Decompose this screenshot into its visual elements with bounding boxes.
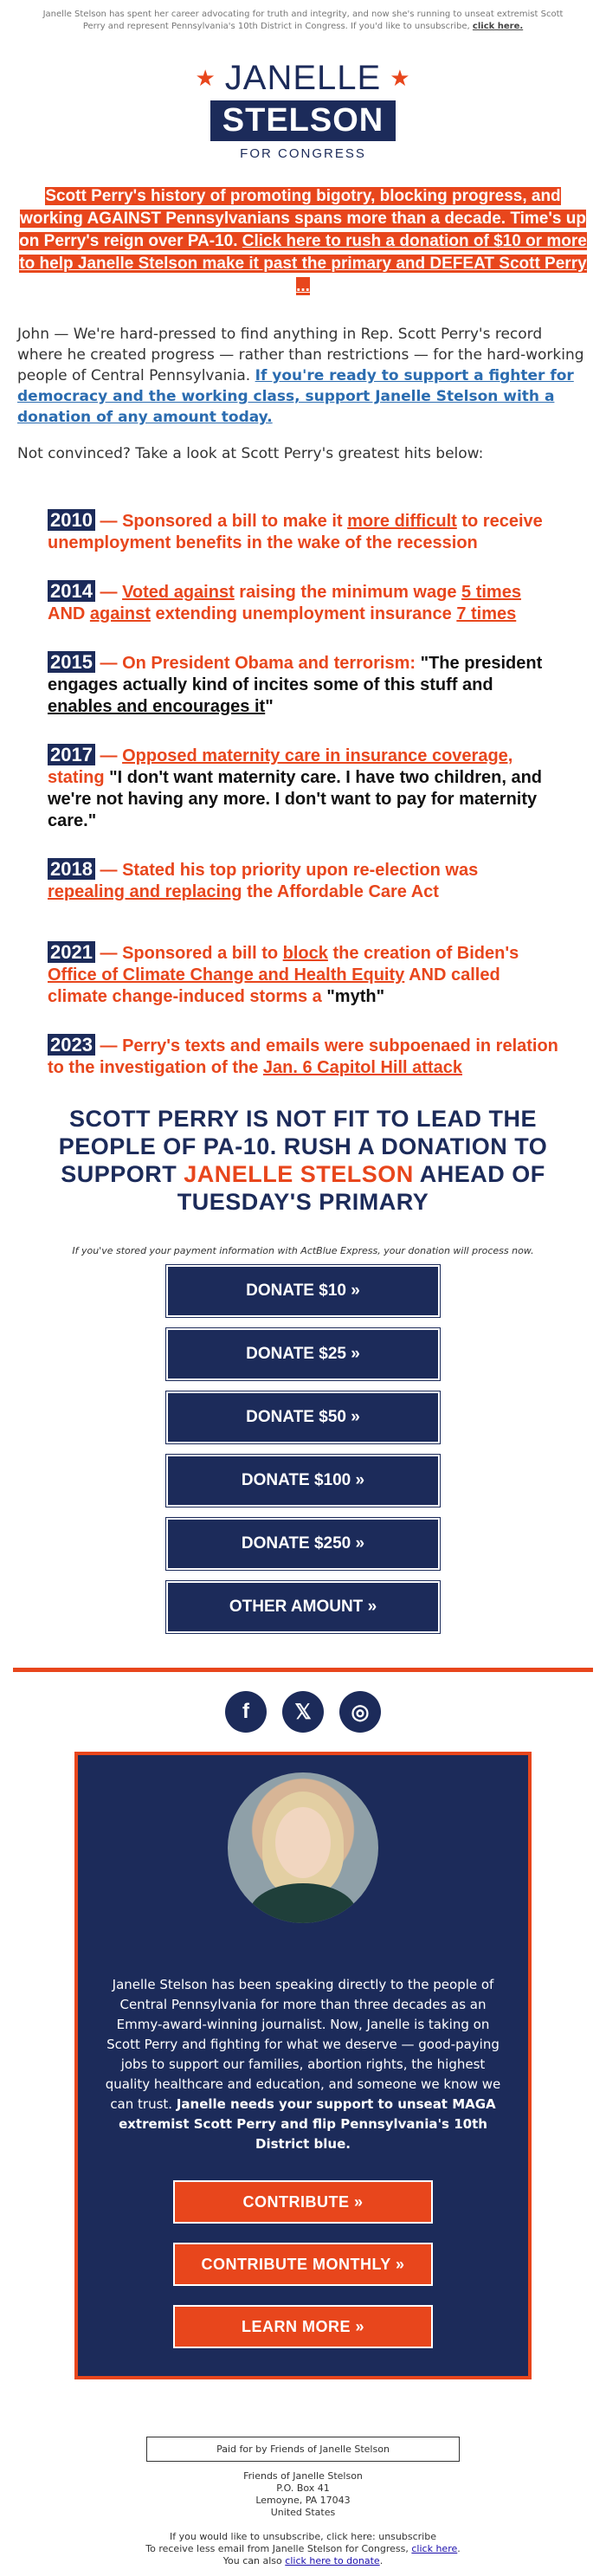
donation-headline: SCOTT PERRY IS NOT FIT TO LEAD THE PEOPLE OF PA-10. RUSH A DONATION TO SUPPORT JANELLE STELSON AHEAD OF TUESDAY'S PRIMARY <box>58 1106 548 1215</box>
donate-other-button[interactable]: OTHER AMOUNT » <box>166 1581 440 1633</box>
preheader-text: Janelle Stelson has spent her career advocating for truth and integrity, and now she's running to unseat extremist Scott Perry and represent Pennsylvania's 10th District in Congress. If you'd like to unsubscribe, <box>42 10 564 31</box>
learn-more-button[interactable]: LEARN MORE » <box>173 2305 433 2348</box>
year-badge: 2014 <box>48 580 95 602</box>
year-badge: 2010 <box>48 509 95 531</box>
hit-item-2014: 2014 — Voted against raising the minimum wage 5 times AND against extending unemployment insurance 7 times <box>48 580 521 623</box>
x-icon[interactable]: 𝕏 <box>282 1691 324 1733</box>
hit-item-2021: 2021 — Sponsored a bill to block the creation of Biden's Office of Climate Change and Health Equity AND called climate change-induced storms a "myth" <box>48 941 519 1006</box>
mailing-address: Friends of Janelle Stelson P.O. Box 41 Lemoyne, PA 17043 United States <box>243 2470 363 2518</box>
year-badge: 2023 <box>48 1034 95 1056</box>
section-divider <box>13 1668 593 1672</box>
unsubscribe-text[interactable]: If you would like to unsubscribe, click here: unsubscribe <box>170 2531 436 2542</box>
hit-link[interactable]: repealing and replacing <box>48 882 242 901</box>
year-badge: 2015 <box>48 651 95 673</box>
intro-highlight <box>17 185 589 298</box>
hit-link[interactable]: block <box>282 944 328 963</box>
hit-link[interactable]: 5 times <box>461 583 521 602</box>
donate-buttons <box>166 1265 440 1633</box>
year-badge: 2017 <box>48 744 95 765</box>
instagram-icon[interactable]: ◎ <box>339 1691 381 1733</box>
hit-link[interactable]: Jan. 6 Capitol Hill attack <box>262 1058 462 1077</box>
footer-donate-link[interactable]: click here to donate <box>285 2555 380 2566</box>
support-donation-link[interactable]: If you're ready to support a fighter for democracy and the working class, support Janelle Stelson with a donation of any amount today. <box>17 367 574 426</box>
hit-link[interactable]: Opposed maternity care in insurance coverage, <box>122 746 513 765</box>
letter-paragraph-1 <box>17 324 589 428</box>
hit-link[interactable]: more difficult <box>347 512 457 531</box>
hit-item-2023: 2023 — Perry's texts and emails were subpoenaed in relation to the investigation of the Jan. 6 Capitol Hill attack <box>48 1034 558 1077</box>
year-badge: 2021 <box>48 941 95 963</box>
bio-card <box>74 1752 532 2379</box>
donate-10-button[interactable]: DONATE $10 » <box>166 1265 440 1317</box>
paid-for-disclaimer: Paid for by Friends of Janelle Stelson <box>146 2437 460 2462</box>
hit-item-2017: 2017 — Opposed maternity care in insurance coverage, stating "I don't want maternity care. I have two children, and we're not having any more. I don't want to pay for maternity care." <box>48 744 543 830</box>
hit-item-2018: 2018 — Stated his top priority upon re-election was repealing and replacing the Affordable Care Act <box>48 858 479 901</box>
contribute-monthly-button[interactable]: CONTRIBUTE MONTHLY » <box>173 2243 433 2286</box>
footer-links: If you would like to unsubscribe, click here: unsubscribe To receive less email from Janelle Stelson for Congress, click here. You can also click here to donate. <box>0 2531 606 2576</box>
greatest-hits-list <box>48 509 558 1079</box>
hit-link[interactable]: Office of Climate Change and Health Equity <box>48 965 405 985</box>
hit-item-2015: 2015 — On President Obama and terrorism: "The president engages actually kind of incites some of this stuff and enables and encourages it" <box>48 651 543 716</box>
hit-link[interactable]: against <box>89 604 151 623</box>
hit-link[interactable]: 7 times <box>456 604 517 623</box>
campaign-logo <box>0 59 606 161</box>
star-icon: ★ <box>390 65 411 91</box>
letter-paragraph-2: Not convinced? Take a look at Scott Perry's greatest hits below: <box>17 445 484 462</box>
bio-text: Janelle Stelson has been speaking directly to the people of Central Pennsylvania for more than three decades as an Emmy-award-winning journalist. Now, Janelle is taking on Scott Perry and fighting for what we deserve — good-paying jobs to support our families, abortion rights, the highest quality healthcare and education, and someone we know we can trust. Janelle needs your support to unseat MAGA extremist Scott Perry and flip Pennsylvania's 10th District blue. <box>105 1977 501 2152</box>
hit-item-2010: 2010 — Sponsored a bill to make it more difficult to receive unemployment benefits in the wake of the recession <box>48 509 543 552</box>
logo-last-name: STELSON <box>210 100 396 141</box>
facebook-icon[interactable]: f <box>225 1691 267 1733</box>
intro-text: Scott Perry's history of promoting bigotry, blocking progress, and working AGAINST Pennsylvanians spans more than a decade. Time's up on Perry's reign over PA-10. <box>19 187 586 250</box>
donate-50-button[interactable]: DONATE $50 » <box>166 1391 440 1443</box>
preheader <box>0 0 606 33</box>
year-badge: 2018 <box>48 858 95 880</box>
letter-text: John — We're hard-pressed to find anything in Rep. Scott Perry's record where he created progress — rather than restrictions — for the hard-working people of Central Pennsylvania. <box>17 326 584 384</box>
star-icon: ★ <box>195 65 216 91</box>
unsubscribe-link[interactable]: click here. <box>472 22 524 31</box>
hit-link[interactable]: enables and encourages it <box>48 697 266 716</box>
contribute-button[interactable]: CONTRIBUTE » <box>173 2180 433 2224</box>
hit-link[interactable]: Voted against <box>122 583 235 602</box>
actblue-note: If you've stored your payment information with ActBlue Express, your donation will process now. <box>72 1245 534 1256</box>
logo-first-name: JANELLE <box>224 59 382 97</box>
intro-donate-link[interactable]: Click here to rush a donation of $10 or more to help Janelle Stelson make it past the primary and DEFEAT Scott Perry ... <box>19 232 587 295</box>
less-email-link[interactable]: click here <box>411 2543 458 2554</box>
social-links <box>0 1691 606 1733</box>
donate-25-button[interactable]: DONATE $25 » <box>166 1328 440 1380</box>
logo-subtitle: FOR CONGRESS <box>240 146 366 161</box>
candidate-photo <box>228 1772 378 1923</box>
donate-250-button[interactable]: DONATE $250 » <box>166 1518 440 1570</box>
donate-100-button[interactable]: DONATE $100 » <box>166 1455 440 1507</box>
